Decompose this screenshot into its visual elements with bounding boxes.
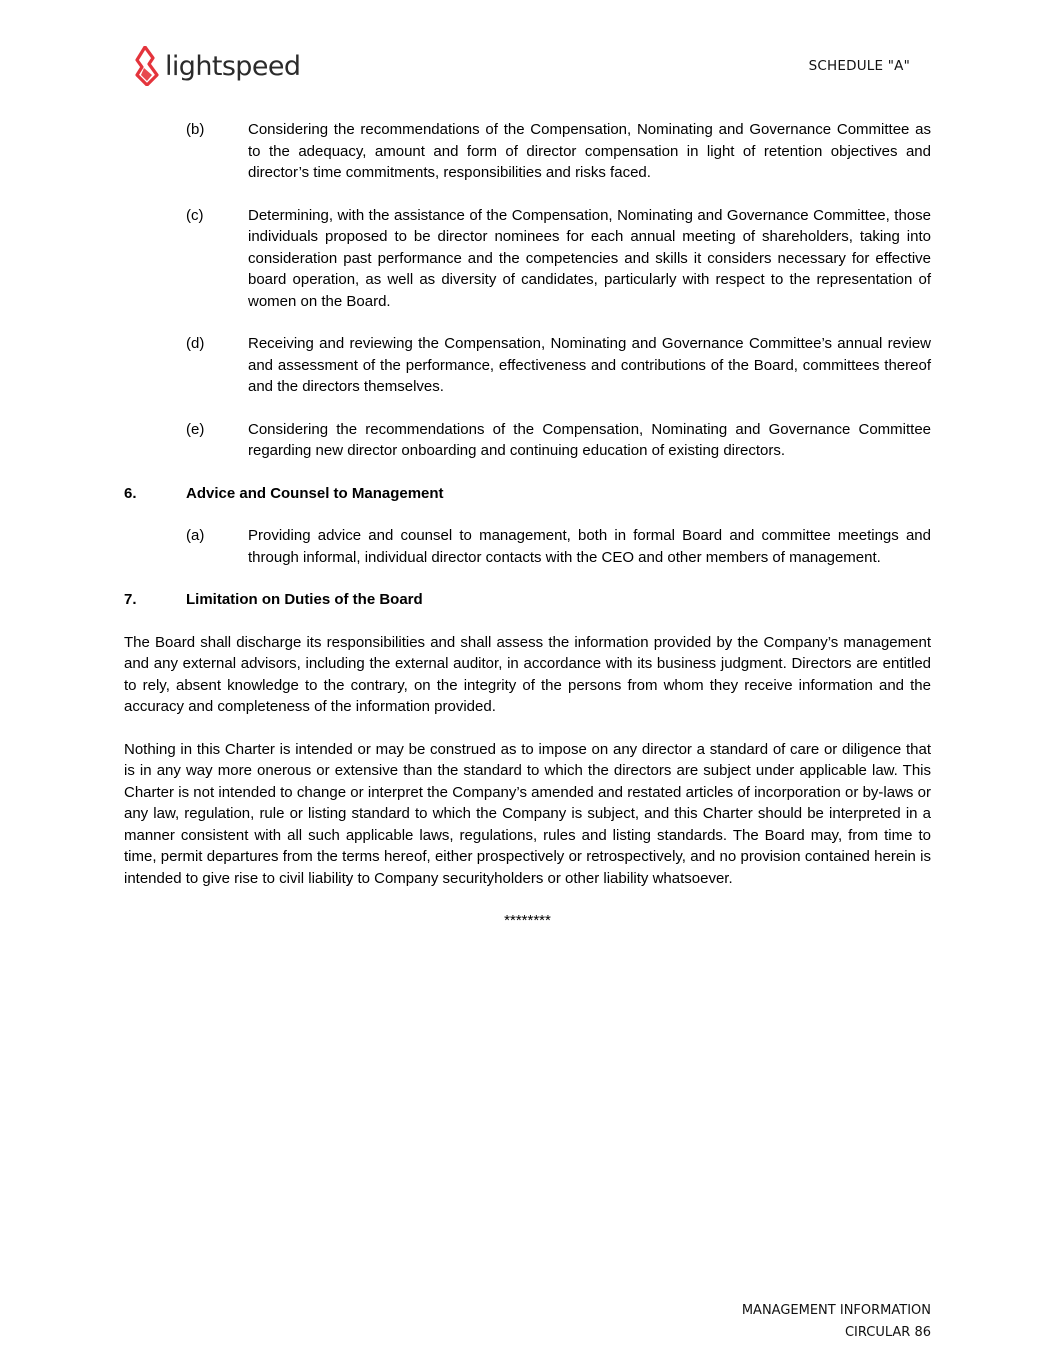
page-footer [742,1300,931,1344]
item-label: (b) [186,121,205,138]
list-item [124,205,931,313]
section-heading-6 [124,483,931,505]
flame-logo-icon [135,46,161,86]
list-item [124,333,931,398]
section-number: 7. [124,591,137,608]
item-text: Considering the recommendations of the Compensation, Nominating and Governance Committee regarding new director onboarding and continuing education of existing directors. [248,420,931,459]
document-body [124,119,931,932]
section-heading-7 [124,589,931,611]
item-label: (c) [186,206,204,224]
section-title: Limitation on Duties of the Board [186,591,423,608]
list-item [124,525,931,568]
item-text: Determining, with the assistance of the Compensation, Nominating and Governance Committee, those individuals proposed to be director nominees for each annual meeting of shareholders, taking into consideration past performance and the competencies and skills it considers necessary for effective board operation, as well as diversity of candidates, particularly with respect to the representation of women on the Board. [248,206,931,310]
item-text: Providing advice and counsel to management, both in formal Board and committee meetings and through informal, individual director contacts with the CEO and other members of management. [248,527,931,566]
logo-wordmark: lightspeed [165,50,301,82]
company-logo [135,46,300,86]
item-label: (e) [186,420,205,438]
footer-page-line: CIRCULAR 86 [844,1325,931,1340]
item-label: (a) [186,527,205,544]
section-number: 6. [124,484,137,502]
list-item [124,119,931,184]
schedule-label: SCHEDULE "A" [808,58,910,74]
list-item [124,419,931,462]
end-marker: ******** [504,912,551,929]
footer-line: MANAGEMENT INFORMATION [741,1303,931,1318]
item-text: Receiving and reviewing the Compensation, Nominating and Governance Committee’s annual review and assessment of the performance, effectiveness and contributions of the Board, committees thereof and the directors themselves. [248,335,931,395]
item-text: Considering the recommendations of the Compensation, Nominating and Governance Committee as to the adequacy, amount and form of director compensation in light of retention objectives and director’s time commitments, responsibilities and risks faced. [248,121,931,181]
body-paragraph: Nothing in this Charter is intended or may be construed as to impose on any director a standard of care or diligence that is in any way more onerous or extensive than the standard to which the directors are subject under applicable law. This Charter is not intended to change or interpret the Company’s amended and restated articles of incorporation or by-laws or any law, regulation, rule or listing standard to which the Company is subject, and this Charter should be interpreted in a manner consistent with all such applicable laws, regulations, rules and listing standards. The Board may, from time to time, permit departures from the terms hereof, either prospectively or retrospectively, and no provision contained herein is intended to give rise to civil liability to Company securityholders or other liability whatsoever. [124,740,931,887]
section-title: Advice and Counsel to Management [186,484,444,502]
body-paragraph: The Board shall discharge its responsibilities and shall assess the information provided by the Company’s management and any external advisors, including the external auditor, in accordance with its business judgment. Directors are entitled to rely, absent knowledge to the contrary, on the integrity of the persons from whom they receive information and the accuracy and completeness of the information provided. [124,633,931,715]
item-label: (d) [186,335,205,352]
